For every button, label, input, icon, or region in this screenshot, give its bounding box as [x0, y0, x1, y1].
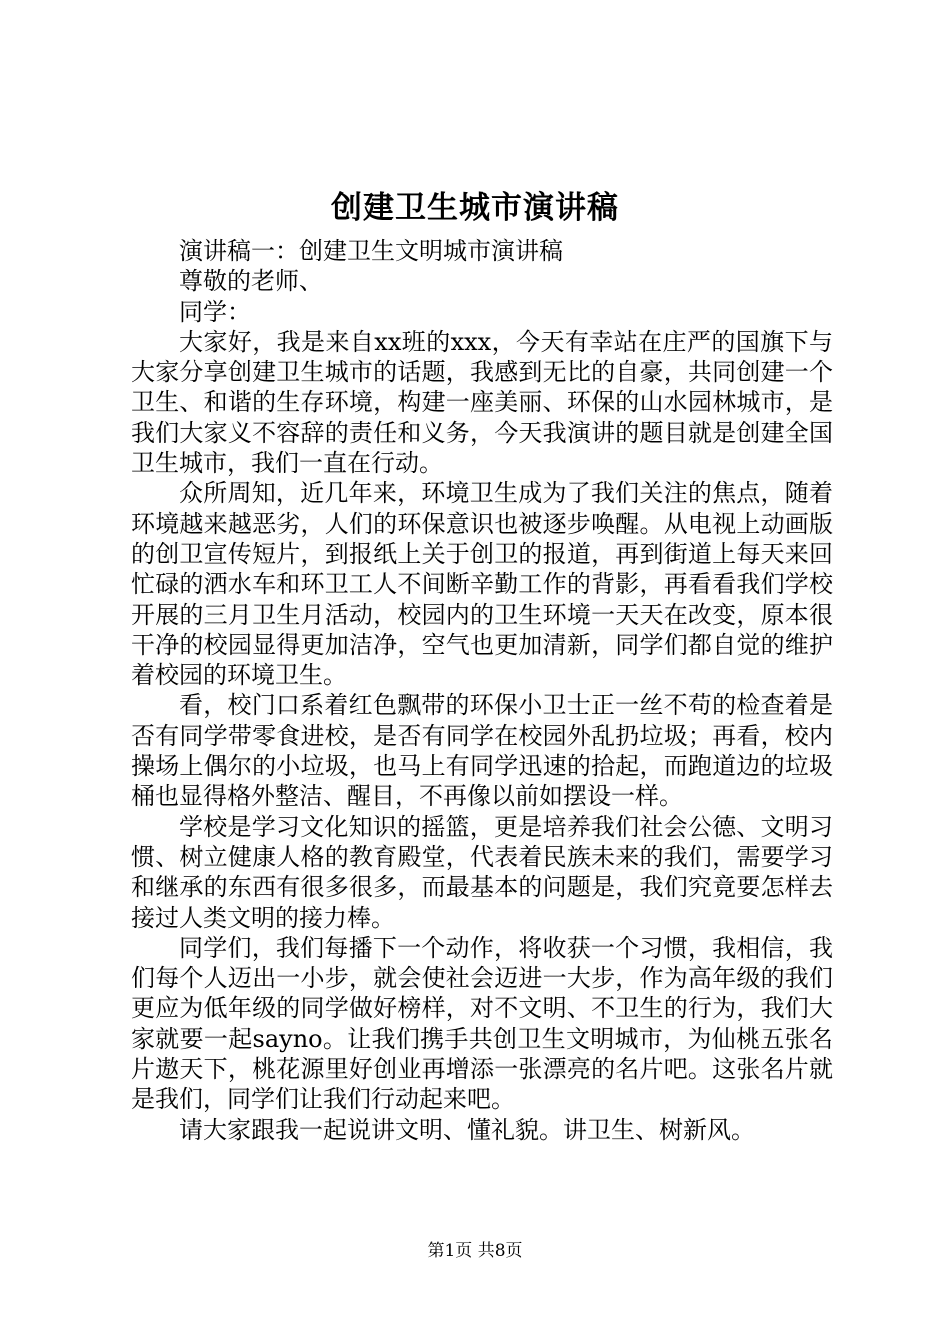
paragraph-5: 同学们，我们每播下一个动作，将收获一个习惯，我相信，我们每个人迈出一小步，就会使社会迈进一大步，作为高年级的我们更应为低年级的同学做好榜样，对不文明、不卫生的行为，我们大家就要一起sayno。让我们携手共创卫生文明城市，为仙桃五张名片遨天下，桃花源里好创业再增添一张漂亮的名片吧。这张名片就是我们，同学们让我们行动起来吧。	[131, 933, 833, 1114]
paragraph-3: 看，校门口系着红色飘带的环保小卫士正一丝不苟的检查着是否有同学带零食进校，是否有同学在校园外乱扔垃圾；再看，校内操场上偶尔的小垃圾，也马上有同学迅速的拾起，而跑道边的垃圾桶也显得格外整洁、醒目，不再像以前如摆设一样。	[131, 691, 833, 811]
document-body	[131, 236, 833, 1145]
paragraph-6: 请大家跟我一起说讲文明、懂礼貌。讲卫生、树新风。	[179, 1115, 755, 1144]
paragraph-4: 学校是学习文化知识的摇篮，更是培养我们社会公德、文明习惯、树立健康人格的教育殿堂，代表着民族未来的我们，需要学习和继承的东西有很多很多，而最基本的问题是，我们究竟要怎样去接过人类文明的接力棒。	[131, 812, 833, 932]
salutation-line-2: 同学：	[179, 297, 251, 326]
salutation-line-1: 尊敬的老师、	[179, 267, 323, 296]
paragraph-2: 众所周知，近几年来，环境卫生成为了我们关注的焦点，随着环境越来越恶劣，人们的环保意识也被逐步唤醒。从电视上动画版的创卫宣传短片，到报纸上关于创卫的报道，再到街道上每天来回忙碌的洒水车和环卫工人不间断辛勤工作的背影，再看看我们学校开展的三月卫生月活动，校园内的卫生环境一天天在改变，原本很干净的校园显得更加洁净，空气也更加清新，同学们都自觉的维护着校园的环境卫生。	[131, 479, 833, 690]
document-title: 创建卫生城市演讲稿	[331, 190, 619, 226]
paragraph-1: 大家好，我是来自xx班的xxx，今天有幸站在庄严的国旗下与大家分享创建卫生城市的话题，我感到无比的自豪，共同创建一个卫生、和谐的生存环境，构建一座美丽、环保的山水园林城市，是我们大家义不容辞的责任和义务，今天我演讲的题目就是创建全国卫生城市，我们一直在行动。	[131, 327, 833, 478]
subtitle: 演讲稿一：创建卫生文明城市演讲稿	[179, 237, 563, 265]
page-footer: 第1页 共8页	[427, 1241, 523, 1261]
